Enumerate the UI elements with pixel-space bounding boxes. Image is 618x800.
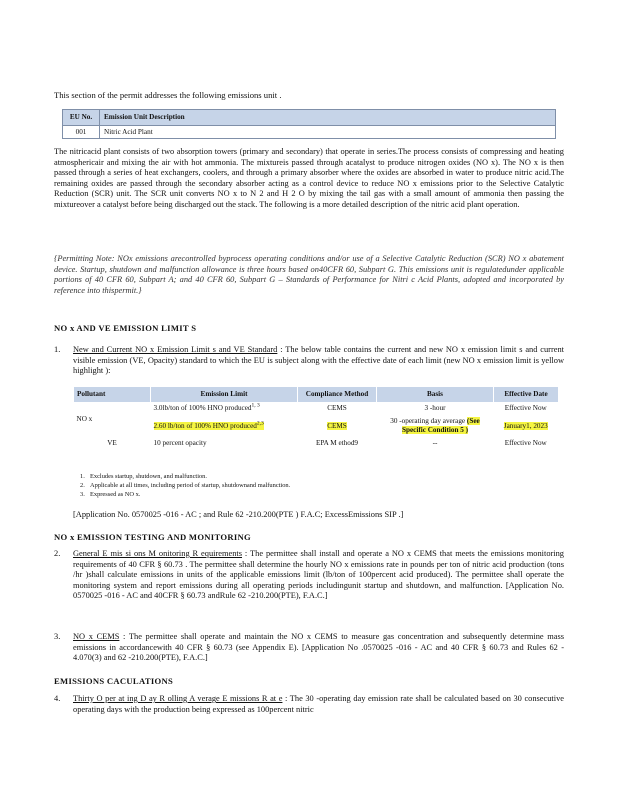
- condition-text: : The permittee shall operate and maintain the NO x CEMS to measure gas concentration and subsequently determine mass emissions in accordancewith 40 CFR § 60.73 (see Appendix E). [Application No .0570025 -016 - AC and 40 CFR § 60.73 and Rules 62 - 4.070(3) and 62 -210.200(PTE), F.A.C.]: [73, 632, 565, 663]
- eu-description-header: Emission Unit Description: [100, 110, 556, 126]
- table-row: [74, 437, 559, 450]
- limit-cell: 10 percent opacity: [153, 439, 207, 447]
- limit-cell: 2.60 lb/ton of 100% HNO produced$^{2,3}$: [153, 420, 264, 430]
- permitting-note: {Permitting Note: NOx emissions arecontrolled byprocess operating conditions and/or use of a Selective Catalytic Reduction (SCR) NO x abatement device. Startup, shutdown and malfunction allowance is three hours based on40CFR 60, Subpart G. This emissions unit is regulatedunder applicable portions of 40 CFR 60, Subpart A; and 40 CFR 60, Subpart G – Standards of Performance for Nitri c Acid Plants, adopted and incorporated by reference into thispermit.}: [54, 254, 564, 295]
- heading-monitoring: NO x EMISSION TESTING AND MONITORING: [54, 532, 251, 542]
- method-cell: CEMS: [327, 404, 347, 412]
- eu-description-cell: Nitric Acid Plant: [100, 125, 556, 139]
- pollutant-cell: NO x: [76, 415, 93, 423]
- table-row: [63, 125, 556, 139]
- plant-description: The nitricacid plant consists of two absorption towers (primary and secondary) that operate in series.The process consists of compressing and heating atmosphericair and mixing the air with hot ammonia. The mixtureis passed through acatalyst to produce nitrogen oxides (NO x). The NO x is then passed through a series of heat exchangers, coolers, and through a primary absorber where the oxides are absorbed in water to produce nitric acid.The remaining oxides are passed through the secondary absorber acting as a control device to reduce NO x emissions prior to the Selective Catalytic Reduction (SCR) unit. The SCR unit converts NO x to N 2 and H 2 O by mixing the tail gas with a small amount of ammonia then passing the mixtureover a catalyst before being discharged out the stack. The following is a more detailed description of the nitric acid plant operation.: [54, 147, 564, 209]
- heading-limits: NO x AND VE EMISSION LIMIT S: [54, 323, 197, 333]
- effective-date-header: Effective Date: [494, 387, 559, 402]
- condition-number: 3.: [54, 632, 61, 641]
- method-cell: CEMS: [327, 421, 347, 430]
- condition-text: : The below table contains the current and new NO x emission limit s and current visible emission (VE, Opacity) standard to which the EU is subject along with the effective date of each limit (new NO x emission limit is yellow highlight ):: [73, 345, 564, 376]
- table-footnotes: [80, 472, 290, 499]
- method-header: Compliance Method: [298, 387, 377, 402]
- basis-cell: --: [432, 439, 438, 447]
- emission-unit-table: [62, 109, 556, 139]
- table-row: [74, 402, 559, 415]
- eu-no-cell: 001: [63, 125, 100, 139]
- effective-cell: Effective Now: [504, 439, 547, 447]
- footnote: 2. Applicable at all times, including period of startup, shutdownand malfunction.: [80, 482, 291, 489]
- condition-title: New and Current NO x Emission Limit s and VE Standard: [73, 345, 278, 354]
- effective-cell: Effective Now: [504, 404, 547, 412]
- condition-text: : The 30 -operating day emission rate shall be calculated based on 30 consecutive operating days with the production being expressed as 100percent nitric: [73, 694, 564, 714]
- basis-cell: 3 -hour: [424, 404, 446, 412]
- condition-title: Thirty O per at ing D ay R olling A verage E missions R at e: [73, 694, 283, 703]
- condition-number: 2.: [54, 549, 61, 558]
- effective-cell: January1, 2023: [503, 421, 548, 430]
- condition-1: [54, 345, 564, 377]
- heading-calculations: EMISSIONS CACULATIONS: [54, 676, 174, 686]
- pollutant-header: Pollutant: [74, 387, 151, 402]
- condition-text: : The permittee shall install and operate a NO x CEMS that meets the emissions monitoring requirements of 40 CFR § 60.73 . The permittee shall determine the hourly NO x emissions rate in pounds per ton of nitric acid production (tons /hr )shall calculate emissions in units of the applicable emissions limit (lb/ton of 100percent acid produced). The permittee shall operate the monitoring system and report emissions during all operating periods includingunit startup and shutdown, and malfunction. [Application No. 0570025 -016 - AC and 40CFR § 60.73 andRule 62 -210.200(PTE), F.A.C.]: [73, 549, 564, 601]
- emission-limits-table: [73, 387, 558, 450]
- application-reference: [Application No. 0570025 -016 - AC ; and Rule 62 -210.200(PTE ) F.A.C; ExcessEmissions SIP .]: [73, 510, 404, 519]
- footnote: 1. Excludes startup, shutdown, and malfunction.: [80, 473, 207, 480]
- condition-2: [54, 549, 564, 602]
- section-intro: This section of the permit addresses the following emissions unit .: [54, 90, 282, 100]
- basis-header: Basis: [377, 387, 494, 402]
- condition-number: 1.: [54, 345, 61, 354]
- eu-no-header: EU No.: [63, 110, 100, 126]
- condition-number: 4.: [54, 694, 61, 703]
- condition-title: NO x CEMS: [73, 632, 120, 641]
- basis-cell: 30 -operating day average (See Specific Condition 5 ): [390, 417, 480, 434]
- limit-cell: 3.0lb/ton of 100% HNO produced$^{1, 3}$: [153, 402, 260, 412]
- condition-4: [54, 694, 564, 715]
- pollutant-cell: VE: [107, 439, 117, 447]
- footnote: 3. Expressed as NO x.: [80, 491, 141, 498]
- condition-3: [54, 632, 564, 664]
- limit-header: Emission Limit: [151, 387, 298, 402]
- method-cell: EPA M ethod9: [315, 439, 359, 447]
- condition-title: General E mis si ons M onitoring R equirements: [73, 549, 242, 558]
